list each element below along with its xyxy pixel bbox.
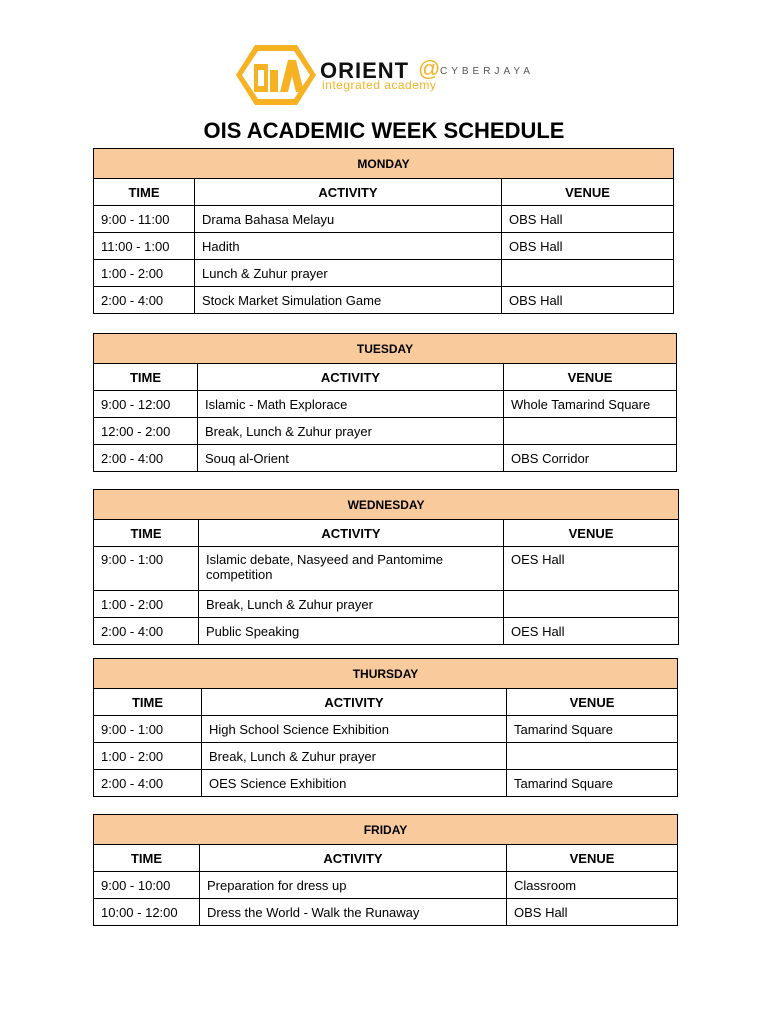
page-title: OIS ACADEMIC WEEK SCHEDULE	[203, 118, 565, 143]
activity-cell: Break, Lunch & Zuhur prayer	[198, 418, 504, 445]
schedule-table-wednesday	[93, 489, 679, 645]
time-cell: 9:00 - 12:00	[94, 391, 198, 418]
column-header-time: TIME	[94, 520, 199, 547]
table-row	[94, 418, 677, 445]
table-row	[94, 872, 678, 899]
schedule-table-thursday	[93, 658, 678, 797]
activity-cell: Drama Bahasa Melayu	[195, 206, 502, 233]
column-header-venue: VENUE	[507, 845, 678, 872]
column-header-venue: VENUE	[502, 179, 674, 206]
venue-cell: Tamarind Square	[507, 716, 678, 743]
activity-cell: Islamic - Math Explorace	[198, 391, 504, 418]
venue-cell: OBS Corridor	[504, 445, 677, 472]
venue-cell	[502, 260, 674, 287]
time-cell: 9:00 - 1:00	[94, 547, 199, 591]
venue-cell: OBS Hall	[502, 206, 674, 233]
time-cell: 2:00 - 4:00	[94, 445, 198, 472]
activity-cell: Public Speaking	[199, 618, 504, 645]
column-header-activity: ACTIVITY	[198, 364, 504, 391]
venue-cell: OBS Hall	[507, 899, 678, 926]
venue-cell: OES Hall	[504, 547, 679, 591]
day-header: TUESDAY	[94, 334, 677, 364]
time-cell: 9:00 - 10:00	[94, 872, 200, 899]
table-row	[94, 445, 677, 472]
table-row	[94, 206, 674, 233]
table-row	[94, 391, 677, 418]
activity-cell: Break, Lunch & Zuhur prayer	[202, 743, 507, 770]
activity-cell: Souq al-Orient	[198, 445, 504, 472]
time-cell: 2:00 - 4:00	[94, 287, 195, 314]
venue-cell: Whole Tamarind Square	[504, 391, 677, 418]
activity-cell: Islamic debate, Nasyeed and Pantomime competition	[199, 547, 504, 591]
time-cell: 2:00 - 4:00	[94, 618, 199, 645]
column-header-time: TIME	[94, 845, 200, 872]
venue-cell: OBS Hall	[502, 287, 674, 314]
table-row	[94, 233, 674, 260]
time-cell: 1:00 - 2:00	[94, 591, 199, 618]
time-cell: 1:00 - 2:00	[94, 743, 202, 770]
day-header: MONDAY	[94, 149, 674, 179]
day-header: FRIDAY	[94, 815, 678, 845]
activity-cell: Lunch & Zuhur prayer	[195, 260, 502, 287]
schedule-table-monday	[93, 148, 674, 314]
orient-logo	[234, 42, 544, 106]
table-row	[94, 287, 674, 314]
brand-name: ORIENT	[320, 58, 410, 83]
column-header-venue: VENUE	[504, 364, 677, 391]
table-row	[94, 743, 678, 770]
time-cell: 2:00 - 4:00	[94, 770, 202, 797]
table-row	[94, 899, 678, 926]
activity-cell: High School Science Exhibition	[202, 716, 507, 743]
activity-cell: Stock Market Simulation Game	[195, 287, 502, 314]
schedule-table-tuesday	[93, 333, 677, 472]
brand-city: CYBERJAYA	[440, 66, 534, 77]
activity-cell: Dress the World - Walk the Runaway	[200, 899, 507, 926]
schedule-table-friday	[93, 814, 678, 926]
venue-cell	[507, 743, 678, 770]
column-header-time: TIME	[94, 179, 195, 206]
orient-hexagon-icon	[234, 42, 318, 108]
venue-cell: Tamarind Square	[507, 770, 678, 797]
time-cell: 12:00 - 2:00	[94, 418, 198, 445]
table-row	[94, 716, 678, 743]
table-row	[94, 547, 679, 591]
time-cell: 9:00 - 1:00	[94, 716, 202, 743]
time-cell: 9:00 - 11:00	[94, 206, 195, 233]
venue-cell: OES Hall	[504, 618, 679, 645]
column-header-time: TIME	[94, 689, 202, 716]
column-header-activity: ACTIVITY	[199, 520, 504, 547]
venue-cell: OBS Hall	[502, 233, 674, 260]
table-row	[94, 260, 674, 287]
venue-cell	[504, 591, 679, 618]
day-header: WEDNESDAY	[94, 490, 679, 520]
table-row	[94, 591, 679, 618]
column-header-venue: VENUE	[507, 689, 678, 716]
day-header: THURSDAY	[94, 659, 678, 689]
activity-cell: Preparation for dress up	[200, 872, 507, 899]
column-header-time: TIME	[94, 364, 198, 391]
venue-cell: Classroom	[507, 872, 678, 899]
brand-tagline: integrated academy	[322, 78, 437, 92]
time-cell: 10:00 - 12:00	[94, 899, 200, 926]
activity-cell: OES Science Exhibition	[202, 770, 507, 797]
activity-cell: Hadith	[195, 233, 502, 260]
column-header-activity: ACTIVITY	[202, 689, 507, 716]
column-header-venue: VENUE	[504, 520, 679, 547]
column-header-activity: ACTIVITY	[200, 845, 507, 872]
brand-at: @	[418, 56, 441, 81]
column-header-activity: ACTIVITY	[195, 179, 502, 206]
time-cell: 1:00 - 2:00	[94, 260, 195, 287]
table-row	[94, 770, 678, 797]
activity-cell: Break, Lunch & Zuhur prayer	[199, 591, 504, 618]
table-row	[94, 618, 679, 645]
venue-cell	[504, 418, 677, 445]
time-cell: 11:00 - 1:00	[94, 233, 195, 260]
